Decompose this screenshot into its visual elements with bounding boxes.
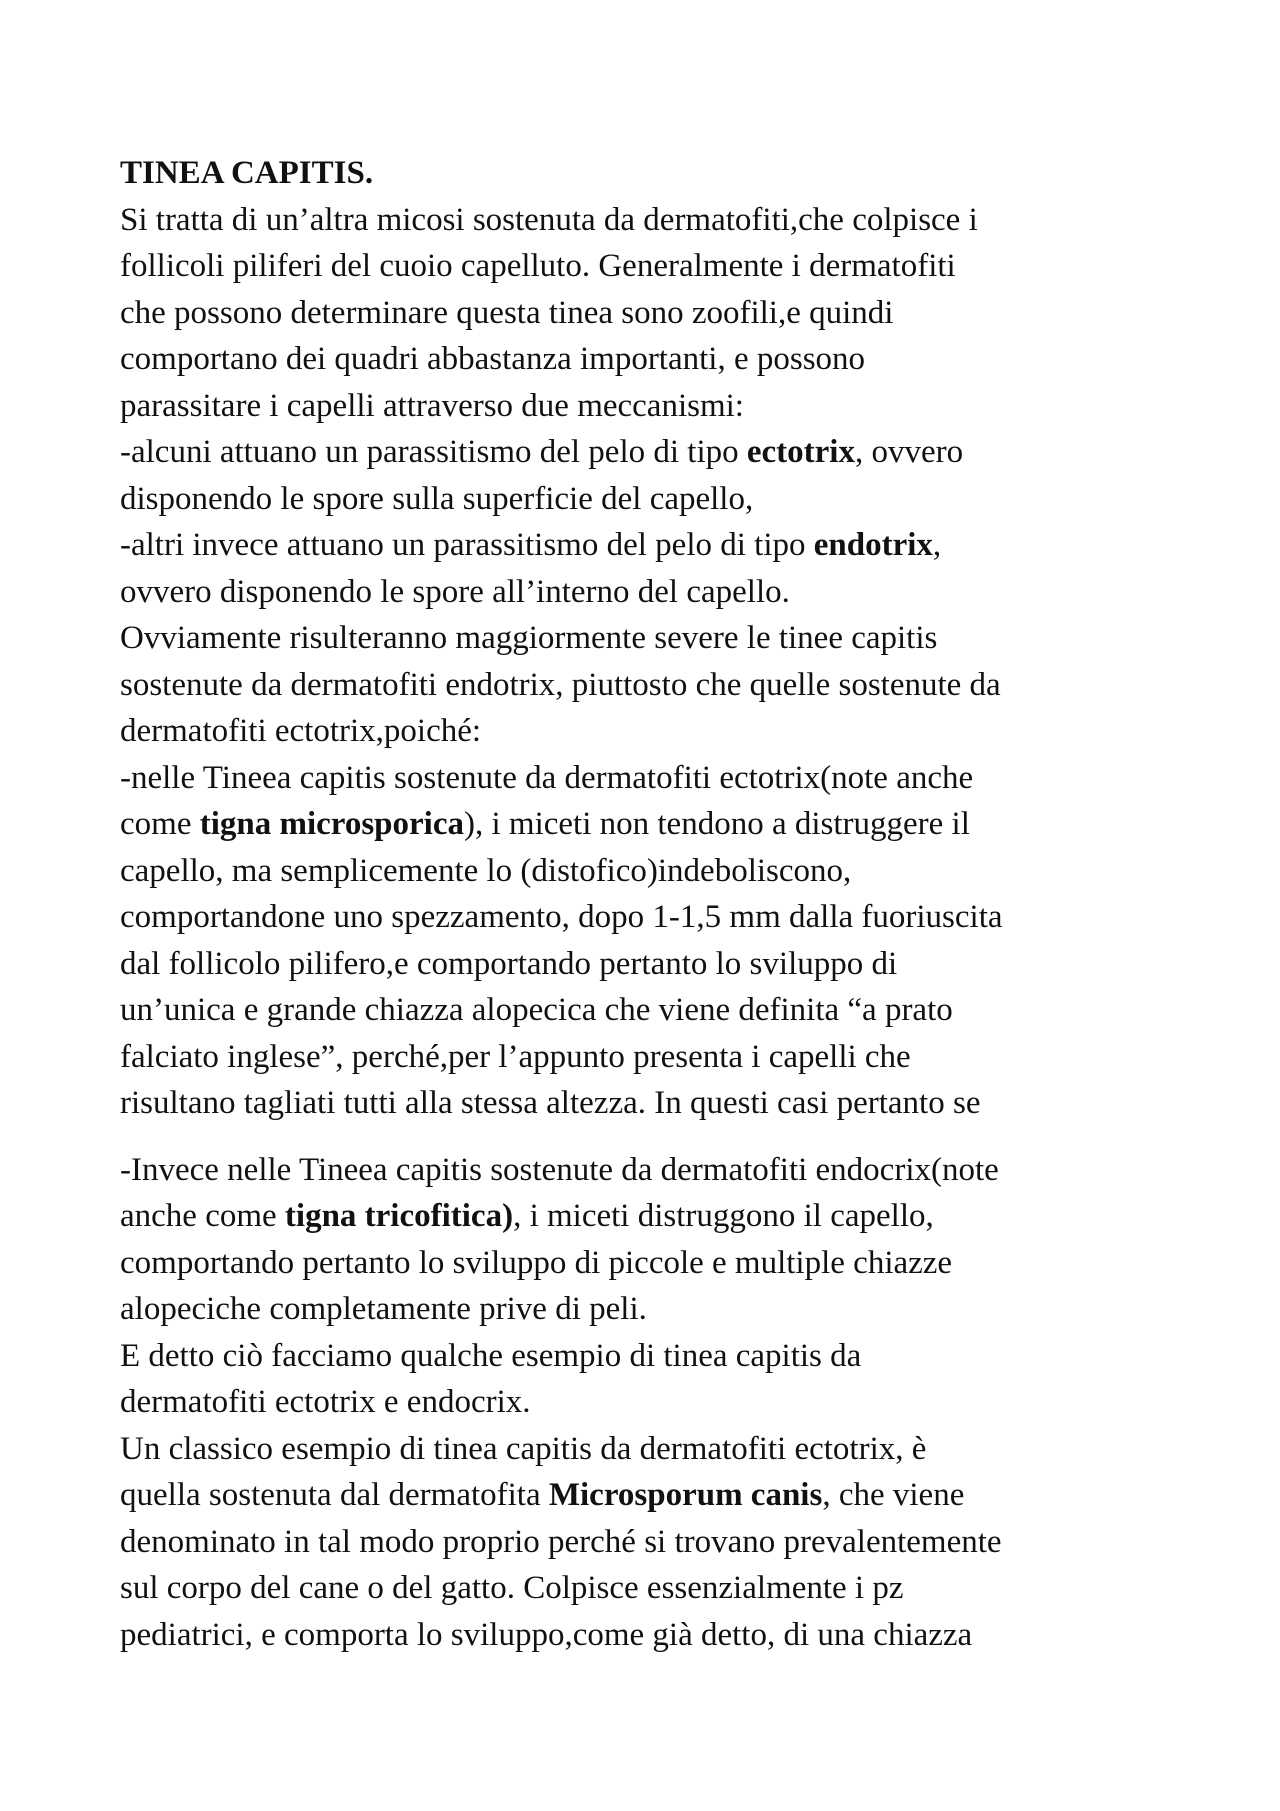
text-line [120, 941, 1190, 988]
text-line [120, 1080, 1190, 1127]
text-segment: dermatofiti ectotrix,poiché: [120, 713, 482, 749]
text-line [120, 476, 1190, 523]
text-line [120, 1147, 1190, 1194]
text-line [120, 1565, 1190, 1612]
text-segment: , che viene [822, 1477, 965, 1513]
text-line [120, 708, 1190, 755]
text-segment: Un classico esempio di tinea capitis da dermatofiti ectotrix, è [120, 1430, 927, 1467]
text-segment: anche come [120, 1198, 285, 1234]
text-segment: pediatrici, e comporta lo sviluppo,come già detto, di una chiazza [120, 1616, 973, 1653]
text-line [120, 1333, 1190, 1380]
text-line [120, 383, 1190, 430]
bold-term: Microsporum canis [548, 1477, 823, 1513]
text-line [120, 197, 1190, 244]
text-line [120, 1379, 1190, 1426]
text-segment: falciato inglese”, perché,per l’appunto presenta i capelli che [120, 1038, 911, 1075]
text-line [120, 662, 1190, 709]
text-segment: -alcuni attuano un parassitismo del pelo di tipo [120, 434, 747, 470]
text-line [120, 755, 1190, 802]
text-segment: Ovviamente risulteranno maggiormente severe le tinee capitis [120, 620, 938, 656]
text-segment: risultano tagliati tutti alla stessa altezza. In questi casi pertanto se [120, 1085, 981, 1121]
text-segment: ), i miceti non tendono a distruggere il [464, 806, 970, 842]
document-page [120, 150, 1190, 1658]
text-segment: dermatofiti ectotrix e endocrix. [120, 1384, 531, 1420]
text-segment: -nelle Tineea capitis sostenute da dermatofiti ectotrix(note anche [120, 759, 974, 796]
text-segment: comportano dei quadri abbastanza importanti, e possono [120, 341, 866, 377]
text-segment: dal follicolo pilifero,e comportando pertanto lo sviluppo di [120, 945, 898, 982]
text-segment: , i miceti distruggono il capello, [513, 1198, 934, 1234]
text-line [120, 987, 1190, 1034]
text-line [120, 569, 1190, 616]
text-line [120, 1472, 1190, 1519]
text-segment: -Invece nelle Tineea capitis sostenute da dermatofiti endocrix(note [120, 1151, 999, 1188]
text-line [120, 1193, 1190, 1240]
text-line [120, 848, 1190, 895]
text-segment: un’unica e grande chiazza alopecica che viene definita “a prato [120, 992, 953, 1028]
text-line [120, 522, 1190, 569]
text-segment: che possono determinare questa tinea sono zoofili,e quindi [120, 294, 894, 331]
text-line [120, 243, 1190, 290]
text-line [120, 1034, 1190, 1081]
document-body [120, 197, 1190, 1659]
text-segment: E detto ciò facciamo qualche esempio di tinea capitis da [120, 1337, 862, 1374]
text-segment: parassitare i capelli attraverso due meccanismi: [120, 387, 744, 424]
text-line [120, 336, 1190, 383]
text-segment: come [120, 806, 200, 842]
text-line [120, 801, 1190, 848]
text-segment: , ovvero [854, 434, 964, 470]
text-line [120, 1612, 1190, 1659]
text-line [120, 1286, 1190, 1333]
text-line [120, 615, 1190, 662]
text-segment: alopeciche completamente prive di peli. [120, 1291, 647, 1327]
text-segment: capello, ma semplicemente lo (distofico)indeboliscono, [120, 852, 852, 889]
bold-term: tigna tricofitica) [284, 1198, 514, 1234]
text-line [120, 429, 1190, 476]
paragraph-gap [120, 1127, 1190, 1147]
bold-term: ectotrix [746, 434, 855, 470]
text-line [120, 290, 1190, 337]
text-segment: comportandone uno spezzamento, dopo 1-1,5 mm dalla fuoriuscita [120, 899, 1003, 935]
text-segment: comportando pertanto lo sviluppo di piccole e multiple chiazze [120, 1244, 953, 1281]
text-segment: Si tratta di un’altra micosi sostenuta da dermatofiti,che colpisce i [120, 201, 978, 238]
text-segment: denominato in tal modo proprio perché si trovano prevalentemente [120, 1523, 1002, 1560]
bold-term: endotrix [813, 527, 933, 563]
text-line [120, 1426, 1190, 1473]
text-segment: follicoli piliferi del cuoio capelluto. Generalmente i dermatofiti [120, 248, 956, 284]
text-segment: ovvero disponendo le spore all’interno del capello. [120, 573, 790, 610]
text-segment: sostenute da dermatofiti endotrix, piuttosto che quelle sostenute da [120, 666, 1001, 703]
text-line [120, 894, 1190, 941]
text-segment: -altri invece attuano un parassitismo del pelo di tipo [120, 527, 814, 563]
document-title: TINEA CAPITIS. [120, 155, 374, 191]
text-line [120, 1519, 1190, 1566]
text-segment: sul corpo del cane o del gatto. Colpisce essenzialmente i pz [120, 1570, 904, 1606]
text-line [120, 1240, 1190, 1287]
text-segment: quella sostenuta dal dermatofita [120, 1477, 549, 1513]
text-segment: , [932, 527, 942, 563]
bold-term: tigna microsporica [199, 806, 464, 842]
text-segment: disponendo le spore sulla superficie del capello, [120, 480, 754, 517]
